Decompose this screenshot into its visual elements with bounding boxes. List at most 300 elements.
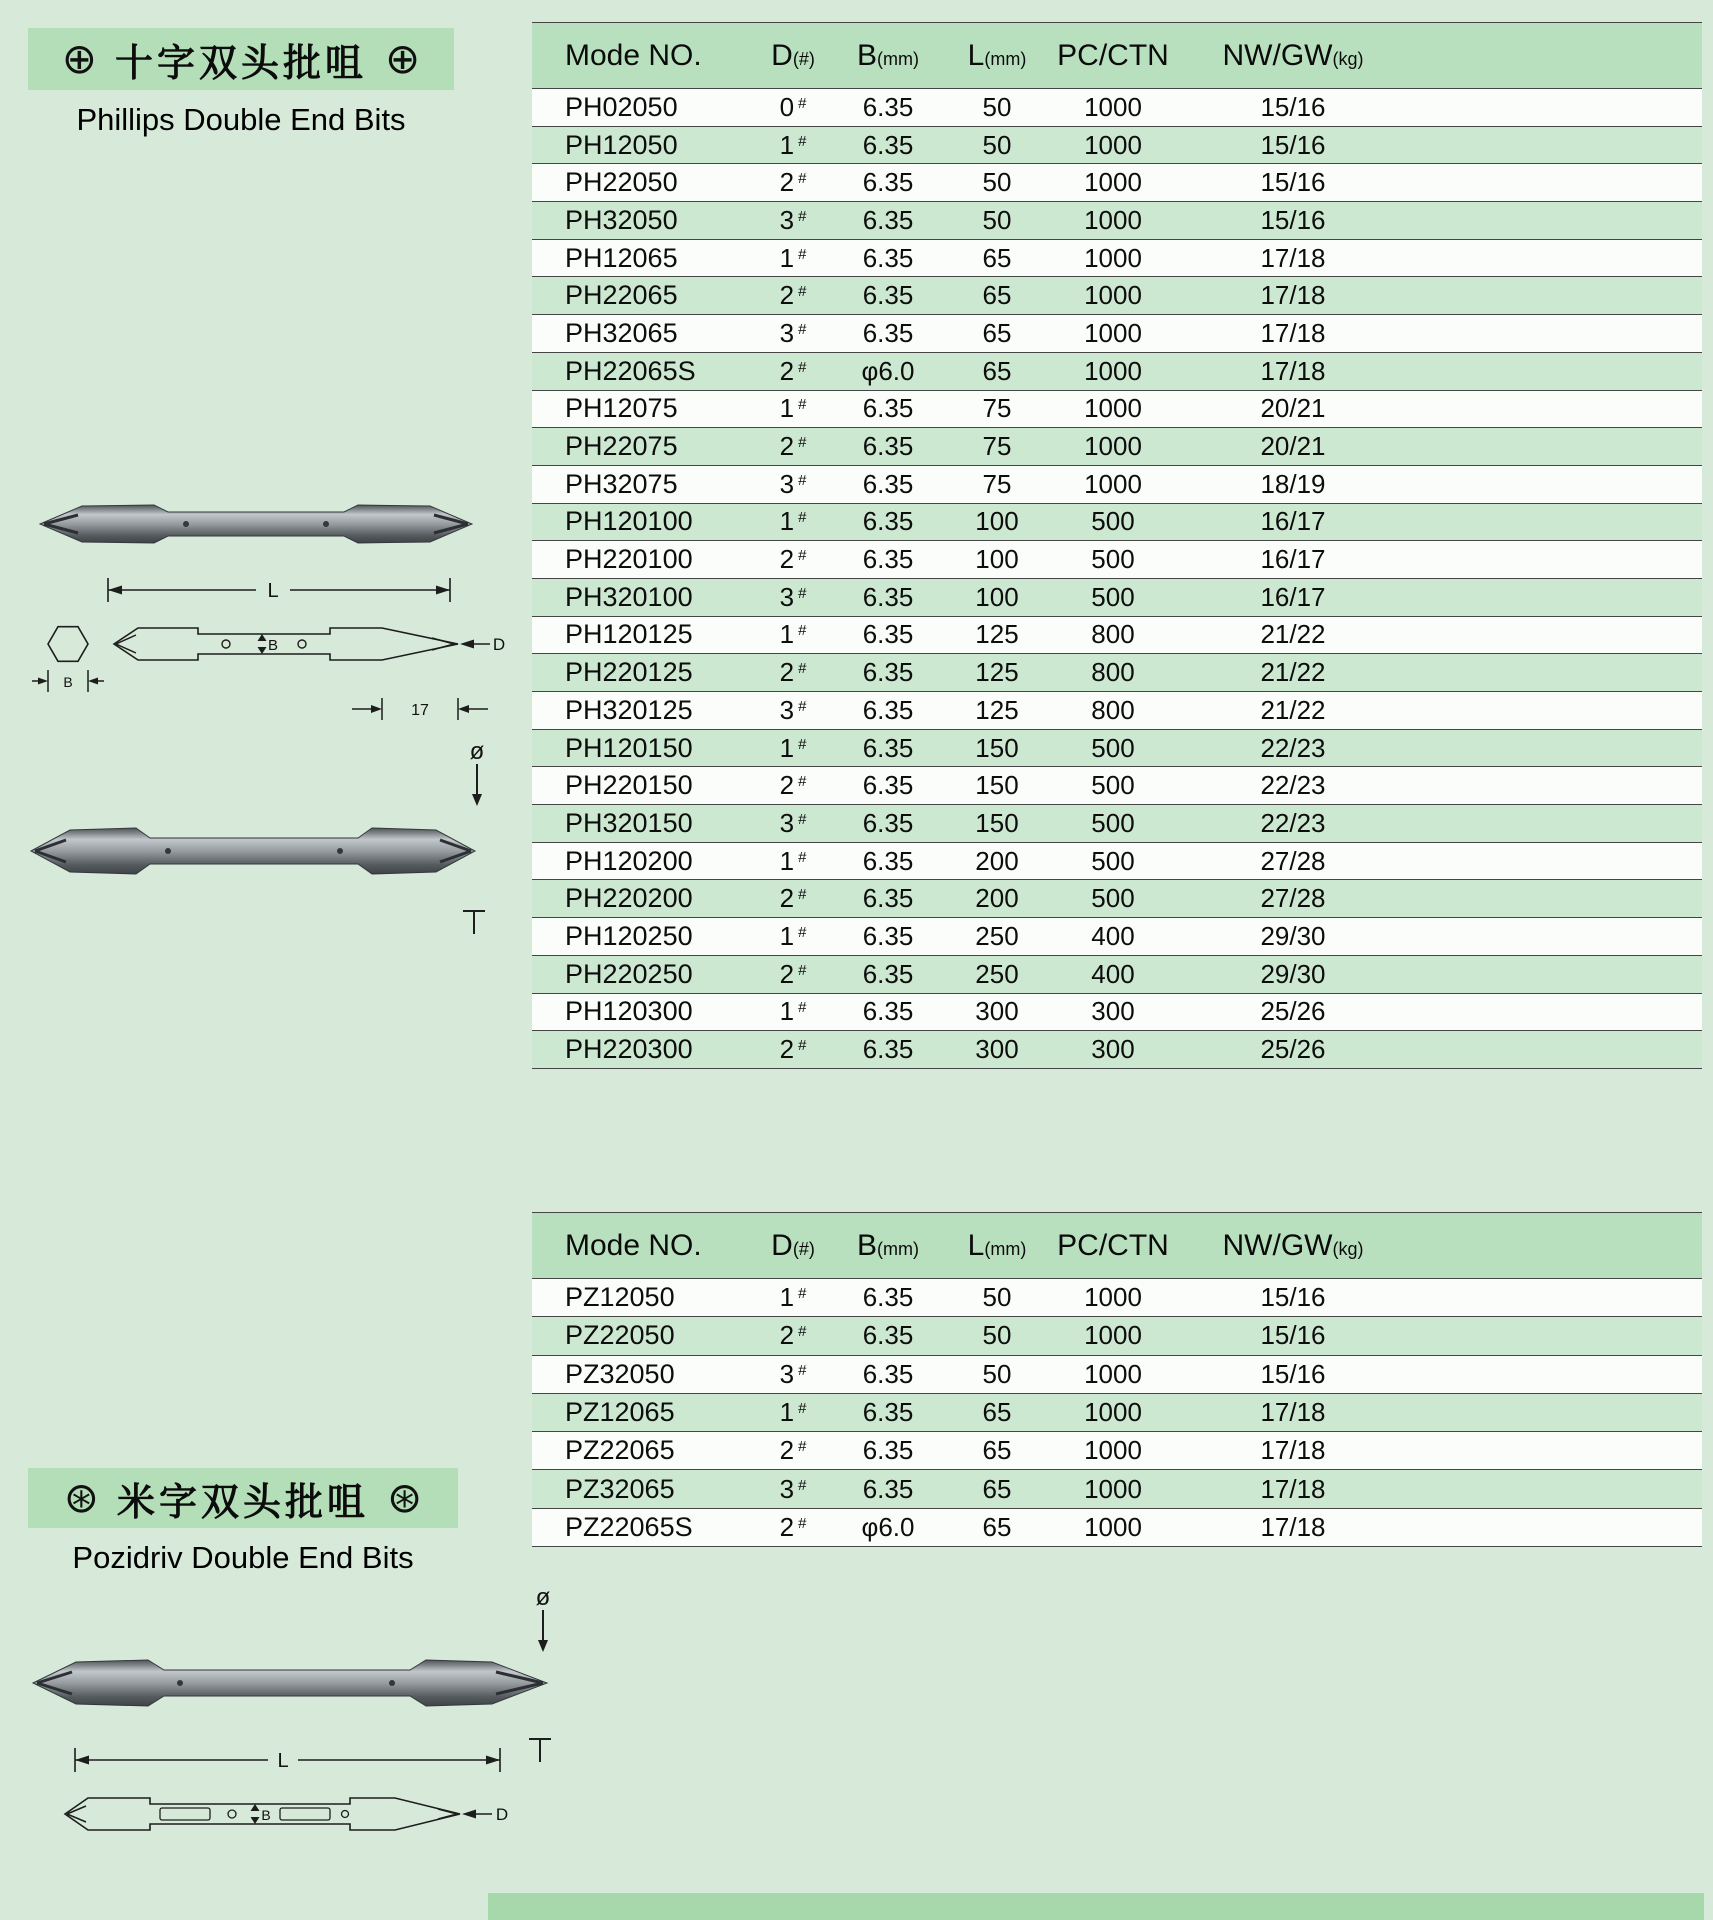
section-phillips-title-cn: 十字双头批咀 bbox=[114, 42, 367, 85]
table-cell: 6.35 bbox=[834, 880, 942, 918]
d-number-suffix: # bbox=[798, 509, 807, 527]
table-cell: PH220150 bbox=[532, 767, 752, 805]
table-row bbox=[532, 202, 1702, 240]
table-cell: 50 bbox=[942, 126, 1052, 164]
table-cell: PH220200 bbox=[532, 880, 752, 918]
table-cell: 1000 bbox=[1052, 390, 1174, 428]
table-cell: PH12075 bbox=[532, 390, 752, 428]
table-cell: PZ12065 bbox=[532, 1393, 752, 1431]
table-cell: PH12050 bbox=[532, 126, 752, 164]
table-cell: 6.35 bbox=[834, 842, 942, 880]
table-cell: PZ22065S bbox=[532, 1508, 752, 1546]
table-cell-empty bbox=[1412, 126, 1702, 164]
table-cell-empty bbox=[1412, 315, 1702, 353]
table-cell: 500 bbox=[1052, 578, 1174, 616]
table-cell: 6.35 bbox=[834, 1470, 942, 1508]
table-cell: 50 bbox=[942, 164, 1052, 202]
table-cell: 800 bbox=[1052, 692, 1174, 730]
table-cell: 1000 bbox=[1052, 465, 1174, 503]
table-row bbox=[532, 1393, 1702, 1431]
table-cell-empty bbox=[1412, 880, 1702, 918]
column-header: D(#) bbox=[752, 1213, 834, 1279]
table-cell: 125 bbox=[942, 616, 1052, 654]
phillips-bit-diagram bbox=[30, 572, 510, 737]
table-row bbox=[532, 955, 1702, 993]
table-row bbox=[532, 1508, 1702, 1546]
table-cell: 2 # bbox=[752, 1432, 834, 1470]
table-cell: 6.35 bbox=[834, 692, 942, 730]
table-cell: 6.35 bbox=[834, 729, 942, 767]
table-row bbox=[532, 89, 1702, 127]
table-row bbox=[532, 1432, 1702, 1470]
table-cell: 15/16 bbox=[1174, 1279, 1412, 1317]
d-number-suffix: # bbox=[798, 1361, 807, 1379]
table-cell: 6.35 bbox=[834, 805, 942, 843]
table-cell: 18/19 bbox=[1174, 465, 1412, 503]
table-cell: 1000 bbox=[1052, 1432, 1174, 1470]
table-cell: 6.35 bbox=[834, 239, 942, 277]
table-cell-empty bbox=[1412, 89, 1702, 127]
table-cell: 3 # bbox=[752, 692, 834, 730]
table-row bbox=[532, 842, 1702, 880]
table-row bbox=[532, 880, 1702, 918]
table-cell: PH220100 bbox=[532, 541, 752, 579]
table-cell: PH22050 bbox=[532, 164, 752, 202]
table-cell: PH22065 bbox=[532, 277, 752, 315]
table-cell: PH320125 bbox=[532, 692, 752, 730]
table-cell: 65 bbox=[942, 1508, 1052, 1546]
table-cell: PH120200 bbox=[532, 842, 752, 880]
table-cell: PH220250 bbox=[532, 955, 752, 993]
table-cell-empty bbox=[1412, 1279, 1702, 1317]
phillips-bit-photo-short bbox=[36, 492, 476, 561]
table-cell: 1000 bbox=[1052, 352, 1174, 390]
table-row bbox=[532, 390, 1702, 428]
table-cell: 200 bbox=[942, 842, 1052, 880]
table-cell-empty bbox=[1412, 277, 1702, 315]
table-cell: 17/18 bbox=[1174, 277, 1412, 315]
table-cell: 2 # bbox=[752, 654, 834, 692]
table-cell: 500 bbox=[1052, 805, 1174, 843]
table-cell: 200 bbox=[942, 880, 1052, 918]
d-number-suffix: # bbox=[798, 848, 807, 866]
table-cell: 800 bbox=[1052, 654, 1174, 692]
table-cell: 50 bbox=[942, 202, 1052, 240]
table-cell: 75 bbox=[942, 465, 1052, 503]
section-pozidriv-title-en: Pozidriv Double End Bits bbox=[72, 1540, 414, 1575]
table-cell: 6.35 bbox=[834, 654, 942, 692]
table-cell: 2 # bbox=[752, 428, 834, 466]
table-cell: 400 bbox=[1052, 918, 1174, 956]
dim-label-L: L bbox=[277, 1750, 289, 1772]
section-pozidriv-title-cn: 米字双头批咀 bbox=[116, 1481, 369, 1524]
table-cell: 1000 bbox=[1052, 1470, 1174, 1508]
table-cell: 6.35 bbox=[834, 541, 942, 579]
table-cell: 6.35 bbox=[834, 465, 942, 503]
table-row bbox=[532, 428, 1702, 466]
table-cell: 150 bbox=[942, 767, 1052, 805]
table-cell: 6.35 bbox=[834, 1317, 942, 1355]
table-row bbox=[532, 541, 1702, 579]
table-cell: 15/16 bbox=[1174, 202, 1412, 240]
table-cell: 6.35 bbox=[834, 1432, 942, 1470]
table-cell: 3 # bbox=[752, 1355, 834, 1393]
table-cell: 17/18 bbox=[1174, 1393, 1412, 1431]
table-cell: 1000 bbox=[1052, 1355, 1174, 1393]
table-cell: 16/17 bbox=[1174, 503, 1412, 541]
table-cell: 1000 bbox=[1052, 277, 1174, 315]
table-cell: 1 # bbox=[752, 842, 834, 880]
d-number-suffix: # bbox=[798, 283, 807, 301]
table-cell: PH22065S bbox=[532, 352, 752, 390]
table-cell: 50 bbox=[942, 89, 1052, 127]
d-number-suffix: # bbox=[798, 735, 807, 753]
d-number-suffix: # bbox=[798, 320, 807, 338]
d-number-suffix: # bbox=[798, 1037, 807, 1055]
diameter-symbol: ø bbox=[535, 1584, 551, 1611]
d-number-suffix: # bbox=[798, 697, 807, 715]
table-cell: 0 # bbox=[752, 89, 834, 127]
table-cell-empty bbox=[1412, 541, 1702, 579]
d-number-suffix: # bbox=[798, 358, 807, 376]
table-cell: 250 bbox=[942, 918, 1052, 956]
table-cell: 6.35 bbox=[834, 1031, 942, 1069]
column-header: D(#) bbox=[752, 23, 834, 89]
table-cell-empty bbox=[1412, 465, 1702, 503]
table-row bbox=[532, 239, 1702, 277]
table-cell: 500 bbox=[1052, 767, 1174, 805]
table-cell: 6.35 bbox=[834, 315, 942, 353]
table-cell-empty bbox=[1412, 1355, 1702, 1393]
table-cell: 100 bbox=[942, 503, 1052, 541]
table-cell: 21/22 bbox=[1174, 616, 1412, 654]
phillips-bit-photo-long bbox=[28, 812, 478, 895]
column-header-empty bbox=[1412, 23, 1702, 89]
column-header: Mode NO. bbox=[532, 23, 752, 89]
table-cell: 50 bbox=[942, 1317, 1052, 1355]
table-row bbox=[532, 1317, 1702, 1355]
table-cell: 800 bbox=[1052, 616, 1174, 654]
table-cell: 15/16 bbox=[1174, 1355, 1412, 1393]
table-cell: 15/16 bbox=[1174, 126, 1412, 164]
d-number-suffix: # bbox=[798, 622, 807, 640]
table-cell: 2 # bbox=[752, 880, 834, 918]
d-number-suffix: # bbox=[798, 773, 807, 791]
dim-label-hex-B: B bbox=[63, 674, 73, 690]
d-number-suffix: # bbox=[798, 547, 807, 565]
table-cell: 27/28 bbox=[1174, 842, 1412, 880]
column-header: NW/GW(kg) bbox=[1174, 1213, 1412, 1279]
table-cell: 6.35 bbox=[834, 767, 942, 805]
d-number-suffix: # bbox=[798, 961, 807, 979]
table-cell: 50 bbox=[942, 1279, 1052, 1317]
table-cell: 100 bbox=[942, 578, 1052, 616]
d-number-suffix: # bbox=[798, 660, 807, 678]
table-cell-empty bbox=[1412, 918, 1702, 956]
section-phillips-title-en: Phillips Double End Bits bbox=[76, 102, 406, 137]
column-header: PC/CTN bbox=[1052, 1213, 1174, 1279]
dim-label-17: 17 bbox=[411, 702, 429, 719]
pozidriv-circle-star-icon: ⊛ bbox=[63, 1474, 99, 1521]
d-number-suffix: # bbox=[798, 434, 807, 452]
table-cell: 65 bbox=[942, 239, 1052, 277]
table-cell: 22/23 bbox=[1174, 729, 1412, 767]
table-cell: 2 # bbox=[752, 352, 834, 390]
table-cell-empty bbox=[1412, 390, 1702, 428]
table-cell-empty bbox=[1412, 428, 1702, 466]
down-arrow-icon bbox=[469, 764, 485, 806]
table-cell: PH02050 bbox=[532, 89, 752, 127]
table-cell: 6.35 bbox=[834, 89, 942, 127]
table-row bbox=[532, 616, 1702, 654]
pozidriv-circle-star-icon: ⊛ bbox=[387, 1474, 423, 1521]
table-row bbox=[532, 1279, 1702, 1317]
table-cell: 2 # bbox=[752, 164, 834, 202]
table-cell: 65 bbox=[942, 352, 1052, 390]
table-row bbox=[532, 1470, 1702, 1508]
table-cell-empty bbox=[1412, 503, 1702, 541]
table-cell: 2 # bbox=[752, 1031, 834, 1069]
table-cell-empty bbox=[1412, 1031, 1702, 1069]
table-cell: PH120100 bbox=[532, 503, 752, 541]
column-header: PC/CTN bbox=[1052, 23, 1174, 89]
table-row bbox=[532, 805, 1702, 843]
table-cell: 500 bbox=[1052, 842, 1174, 880]
table-row bbox=[532, 465, 1702, 503]
d-number-suffix: # bbox=[798, 245, 807, 263]
table-cell: 20/21 bbox=[1174, 390, 1412, 428]
table-cell: 500 bbox=[1052, 729, 1174, 767]
table-cell: 75 bbox=[942, 390, 1052, 428]
table-cell: 1000 bbox=[1052, 126, 1174, 164]
table-cell-empty bbox=[1412, 616, 1702, 654]
table-cell: 1000 bbox=[1052, 315, 1174, 353]
table-cell: 6.35 bbox=[834, 616, 942, 654]
d-number-suffix: # bbox=[798, 1400, 807, 1418]
table-cell: 25/26 bbox=[1174, 1031, 1412, 1069]
table-cell: 6.35 bbox=[834, 164, 942, 202]
table-cell: 2 # bbox=[752, 955, 834, 993]
table-cell: 16/17 bbox=[1174, 541, 1412, 579]
table-cell: 16/17 bbox=[1174, 578, 1412, 616]
dim-label-L: L bbox=[267, 580, 279, 602]
table-cell: 125 bbox=[942, 692, 1052, 730]
table-cell: 2 # bbox=[752, 541, 834, 579]
table-cell: PZ12050 bbox=[532, 1279, 752, 1317]
table-row bbox=[532, 654, 1702, 692]
table-cell: 6.35 bbox=[834, 277, 942, 315]
table-cell: 1 # bbox=[752, 239, 834, 277]
table-cell: 1000 bbox=[1052, 1508, 1174, 1546]
table-cell: 2 # bbox=[752, 1317, 834, 1355]
column-header: L(mm) bbox=[942, 1213, 1052, 1279]
d-number-suffix: # bbox=[798, 1476, 807, 1494]
table-cell: 20/21 bbox=[1174, 428, 1412, 466]
d-number-suffix: # bbox=[798, 584, 807, 602]
d-number-suffix: # bbox=[798, 810, 807, 828]
table-cell: PZ22050 bbox=[532, 1317, 752, 1355]
table-cell: 17/18 bbox=[1174, 239, 1412, 277]
table-cell: PH120250 bbox=[532, 918, 752, 956]
table-cell: 6.35 bbox=[834, 955, 942, 993]
table-cell: PH120125 bbox=[532, 616, 752, 654]
table-cell: 65 bbox=[942, 1393, 1052, 1431]
table-cell: 1 # bbox=[752, 503, 834, 541]
table-cell: 1000 bbox=[1052, 239, 1174, 277]
table-cell: PH220300 bbox=[532, 1031, 752, 1069]
table-cell: PH32050 bbox=[532, 202, 752, 240]
table-cell: 6.35 bbox=[834, 503, 942, 541]
table-row bbox=[532, 315, 1702, 353]
table-cell: 300 bbox=[1052, 993, 1174, 1031]
table-cell: PH220125 bbox=[532, 654, 752, 692]
table-row bbox=[532, 277, 1702, 315]
table-cell-empty bbox=[1412, 239, 1702, 277]
column-header: B(mm) bbox=[834, 23, 942, 89]
table-cell: 6.35 bbox=[834, 202, 942, 240]
table-row bbox=[532, 503, 1702, 541]
table-cell-empty bbox=[1412, 654, 1702, 692]
section-phillips-title-band bbox=[28, 28, 454, 90]
table-cell: φ6.0 bbox=[834, 352, 942, 390]
table-cell: 2 # bbox=[752, 1508, 834, 1546]
table-cell-empty bbox=[1412, 993, 1702, 1031]
table-cell: 1 # bbox=[752, 616, 834, 654]
table-cell-empty bbox=[1412, 692, 1702, 730]
table-cell: 1 # bbox=[752, 126, 834, 164]
table-row bbox=[532, 578, 1702, 616]
table-cell: 75 bbox=[942, 428, 1052, 466]
table-header-row bbox=[532, 23, 1702, 89]
table-row bbox=[532, 767, 1702, 805]
table-cell: PH120150 bbox=[532, 729, 752, 767]
d-number-suffix: # bbox=[798, 207, 807, 225]
dim-label-B: B bbox=[261, 1807, 271, 1823]
table-cell: 3 # bbox=[752, 1470, 834, 1508]
table-cell: 17/18 bbox=[1174, 315, 1412, 353]
table-cell: 3 # bbox=[752, 465, 834, 503]
table-cell: 2 # bbox=[752, 277, 834, 315]
table-cell: 1000 bbox=[1052, 1279, 1174, 1317]
table-row bbox=[532, 692, 1702, 730]
table-row bbox=[532, 729, 1702, 767]
table-cell: 21/22 bbox=[1174, 654, 1412, 692]
table-cell: 6.35 bbox=[834, 993, 942, 1031]
table-header-row bbox=[532, 1213, 1702, 1279]
phillips-spec-table bbox=[532, 22, 1702, 1069]
table-cell: 22/23 bbox=[1174, 767, 1412, 805]
diameter-extension-tick bbox=[462, 908, 486, 939]
table-cell: 6.35 bbox=[834, 578, 942, 616]
pozidriv-bit-photo bbox=[30, 1642, 550, 1729]
table-row bbox=[532, 126, 1702, 164]
table-cell: 1 # bbox=[752, 729, 834, 767]
table-row bbox=[532, 1355, 1702, 1393]
table-cell: 2 # bbox=[752, 767, 834, 805]
table-cell: 22/23 bbox=[1174, 805, 1412, 843]
table-cell: 150 bbox=[942, 729, 1052, 767]
d-number-suffix: # bbox=[798, 396, 807, 414]
d-number-suffix: # bbox=[798, 923, 807, 941]
diameter-dimension-phillips bbox=[462, 740, 492, 811]
table-cell: 15/16 bbox=[1174, 164, 1412, 202]
table-cell: 100 bbox=[942, 541, 1052, 579]
table-row bbox=[532, 918, 1702, 956]
table-cell: 500 bbox=[1052, 541, 1174, 579]
table-cell-empty bbox=[1412, 1317, 1702, 1355]
table-cell: 3 # bbox=[752, 315, 834, 353]
table-cell: 15/16 bbox=[1174, 1317, 1412, 1355]
table-row bbox=[532, 1031, 1702, 1069]
table-cell: PH12065 bbox=[532, 239, 752, 277]
table-cell: 6.35 bbox=[834, 126, 942, 164]
column-header: L(mm) bbox=[942, 23, 1052, 89]
d-number-suffix: # bbox=[798, 1438, 807, 1456]
table-cell: 17/18 bbox=[1174, 1432, 1412, 1470]
d-number-suffix: # bbox=[798, 1285, 807, 1303]
column-header: Mode NO. bbox=[532, 1213, 752, 1279]
table-cell: 1000 bbox=[1052, 202, 1174, 240]
table-cell: 3 # bbox=[752, 202, 834, 240]
table-cell: 300 bbox=[942, 993, 1052, 1031]
bottom-green-strip bbox=[488, 1893, 1704, 1920]
table-cell: 25/26 bbox=[1174, 993, 1412, 1031]
table-cell: 400 bbox=[1052, 955, 1174, 993]
d-number-suffix: # bbox=[798, 170, 807, 188]
table-cell-empty bbox=[1412, 1393, 1702, 1431]
column-header: NW/GW(kg) bbox=[1174, 23, 1412, 89]
d-number-suffix: # bbox=[798, 94, 807, 112]
pozidriv-spec-table bbox=[532, 1212, 1702, 1547]
table-cell: 1 # bbox=[752, 993, 834, 1031]
table-cell: 6.35 bbox=[834, 1279, 942, 1317]
table-cell: φ6.0 bbox=[834, 1508, 942, 1546]
table-cell: 6.35 bbox=[834, 1355, 942, 1393]
dim-label-D: D bbox=[495, 1805, 509, 1824]
table-cell-empty bbox=[1412, 955, 1702, 993]
table-cell: 6.35 bbox=[834, 1393, 942, 1431]
table-cell: 65 bbox=[942, 1432, 1052, 1470]
table-cell: 125 bbox=[942, 654, 1052, 692]
table-cell: 1000 bbox=[1052, 89, 1174, 127]
table-cell: 300 bbox=[942, 1031, 1052, 1069]
table-cell: 250 bbox=[942, 955, 1052, 993]
table-cell: 1 # bbox=[752, 390, 834, 428]
table-cell: 29/30 bbox=[1174, 918, 1412, 956]
table-cell: 3 # bbox=[752, 578, 834, 616]
table-cell-empty bbox=[1412, 164, 1702, 202]
table-cell: PZ32050 bbox=[532, 1355, 752, 1393]
d-number-suffix: # bbox=[798, 1323, 807, 1341]
table-cell-empty bbox=[1412, 1432, 1702, 1470]
table-cell: 17/18 bbox=[1174, 352, 1412, 390]
table-cell-empty bbox=[1412, 767, 1702, 805]
table-cell-empty bbox=[1412, 202, 1702, 240]
table-row bbox=[532, 993, 1702, 1031]
table-cell: 65 bbox=[942, 1470, 1052, 1508]
table-cell: 6.35 bbox=[834, 390, 942, 428]
table-cell: 3 # bbox=[752, 805, 834, 843]
column-header: B(mm) bbox=[834, 1213, 942, 1279]
table-cell: 500 bbox=[1052, 503, 1174, 541]
phillips-circle-plus-icon: ⊕ bbox=[385, 35, 421, 82]
table-cell: PH120300 bbox=[532, 993, 752, 1031]
table-cell-empty bbox=[1412, 1508, 1702, 1546]
dim-label-D: D bbox=[492, 635, 506, 654]
table-cell-empty bbox=[1412, 729, 1702, 767]
table-cell: 1 # bbox=[752, 1393, 834, 1431]
table-cell: 1 # bbox=[752, 918, 834, 956]
